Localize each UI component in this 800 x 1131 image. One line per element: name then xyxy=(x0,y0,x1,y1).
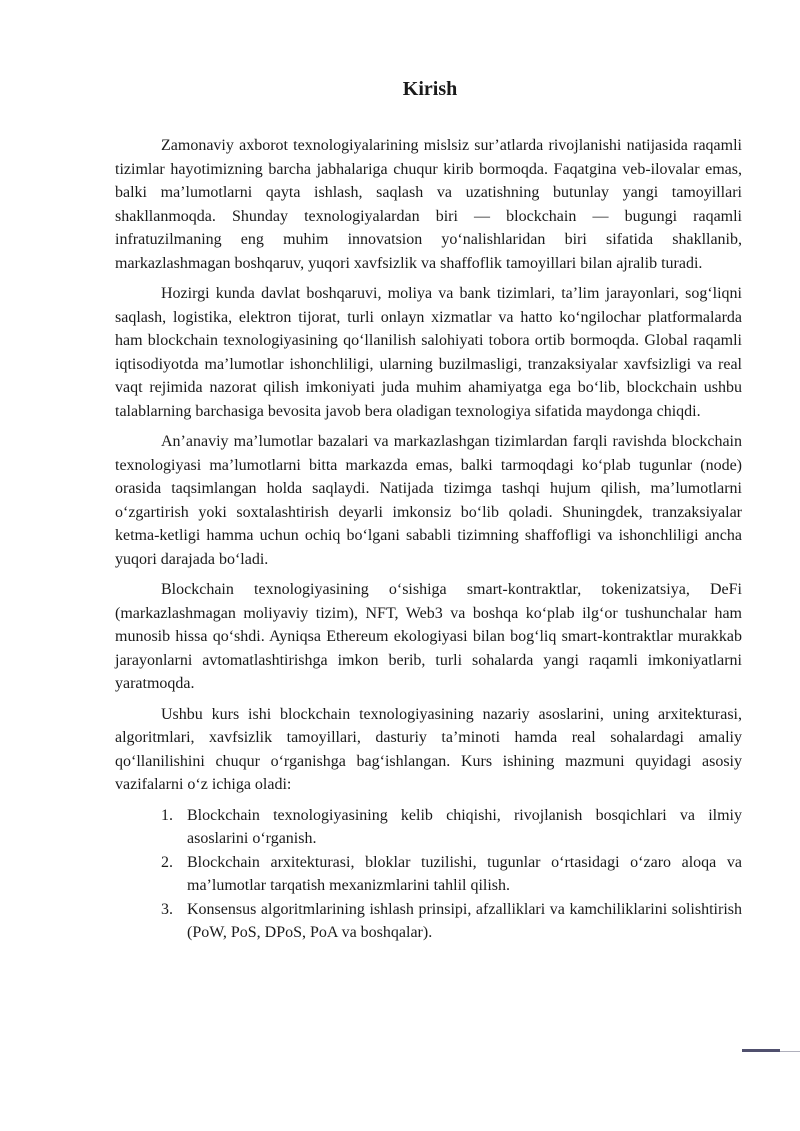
list-item-number: 3. xyxy=(161,900,173,918)
list-item xyxy=(115,898,742,945)
paragraph-applications: Hozirgi kunda davlat boshqaruvi, moliya va bank tizimlari, ta’lim jarayonlari, sog‘liqni saqlash, logistika, elektron tijorat, turli onlayn xizmatlar va hatto ko‘ngilochar platformalarda ham blockchain texnologiyasining qo‘llanilish salohiyati tobora ortib bormoqda. Global raqamli iqtisodiyotda ma’lumotlar ishonchliligi, ularning buzilmasligi, tranzaksiyalar xavfsizligi va real vaqt rejimida nazorat qilish imkoniyati juda muhim ahamiyatga ega bo‘lib, blockchain ushbu talablarning barchasiga bevosita javob bera oladigan texnologiya sifatida maydonga chiqdi. xyxy=(115,285,742,420)
task-list xyxy=(115,804,742,945)
page-title: Kirish xyxy=(402,78,458,100)
list-item xyxy=(115,804,742,851)
footer-decoration-line xyxy=(780,1051,800,1052)
list-item-number: 2. xyxy=(161,853,173,871)
paragraph-decentralization: An’anaviy ma’lumotlar bazalari va markazlashgan tizimlardan farqli ravishda blockchain texnologiyasi ma’lumotlarni bitta markazda emas, balki tarmoqdagi ko‘plab tugunlar (node) orasida taqsimlangan holda saqlaydi. Natijada tizimga tashqi hujum qilish, ma’lumotlarni o‘zgartirish yoki soxtalashtirish deyarli imkonsiz bo‘lib qoladi. Shuningdek, tranzaksiyalar ketma-ketligi hamma uchun ochiq bo‘lgani sababli tizimning shaffofligi va ishonchliligi ancha yuqori darajada bo‘ladi. xyxy=(115,433,742,568)
list-item-text: Blockchain texnologiyasining kelib chiqishi, rivojlanish bosqichlari va ilmiy asoslarini o‘rganish. xyxy=(187,806,742,847)
footer-decoration-bar xyxy=(742,1049,780,1052)
list-item-text: Konsensus algoritmlarining ishlash prinsipi, afzalliklari va kamchiliklarini solishtirish (PoW, PoS, DPoS, PoA va boshqalar). xyxy=(187,900,742,941)
paragraph-intro: Zamonaviy axborot texnologiyalarining mislsiz sur’atlarda rivojlanishi natijasida raqamli tizimlar hayotimizning barcha jabhalariga chuqur kirib bormoqda. Faqatgina veb-ilovalar emas, balki ma’lumotlarni qayta ishlash, saqlash va uzatishning butunlay yangi tamoyillari shakllanmoqda. Shunday texnologiyalardan biri — blockchain — bugungi raqamli infratuzilmaning eng muhim innovatsion yo‘nalishlaridan biri sifatida shakllanib, markazlashmagan boshqaruv, yuqori xavfsizlik va shaffoflik tamoyillari bilan ajralib turadi. xyxy=(115,137,742,272)
document-body xyxy=(115,134,742,945)
list-item-text: Blockchain arxitekturasi, bloklar tuzilishi, tugunlar o‘rtasidagi o‘zaro aloqa va ma’lumotlar tarqatish mexanizmlarini tahlil qilish. xyxy=(187,853,742,894)
paragraph-smart-contracts: Blockchain texnologiyasining o‘sishiga smart-kontraktlar, tokenizatsiya, DeFi (markazlashmagan moliyaviy tizim), NFT, Web3 va boshqa ko‘plab ilg‘or tushunchalar ham munosib hissa qo‘shdi. Ayniqsa Ethereum ekologiyasi bilan bog‘liq smart-kontraktlar murakkab jarayonlarni avtomatlashtirishga imkon berib, turli sohalarda yangi raqamli imkoniyatlarni yaratmoqda. xyxy=(115,581,742,692)
paragraph-course-goals: Ushbu kurs ishi blockchain texnologiyasining nazariy asoslarini, uning arxitekturasi, algoritmlari, xavfsizlik tamoyillari, dasturiy ta’minoti hamda real sohalardagi amaliy qo‘llanilishini chuqur o‘rganishga bag‘ishlangan. Kurs ishining mazmuni quyidagi asosiy vazifalarni o‘z ichiga oladi: xyxy=(115,705,742,793)
list-item-number: 1. xyxy=(161,806,173,824)
list-item xyxy=(115,851,742,898)
